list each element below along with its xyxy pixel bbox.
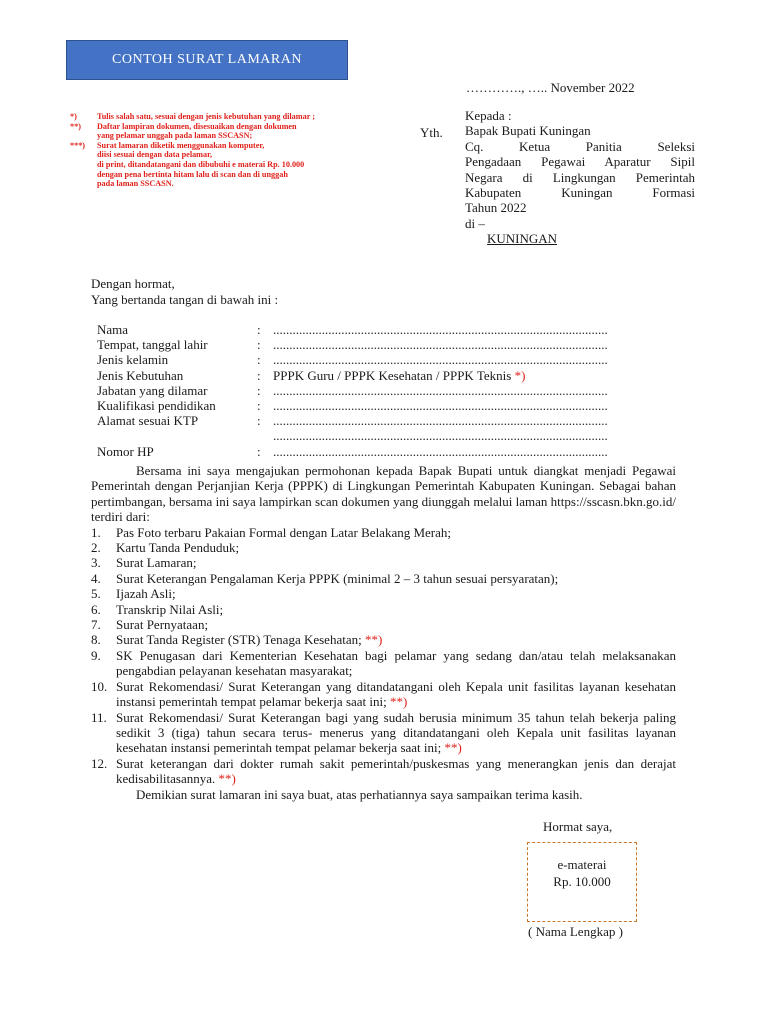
field-note-mark: *): [514, 367, 526, 383]
document-note-mark: **): [444, 740, 462, 756]
title-banner: [66, 40, 348, 80]
document-note-mark: **): [364, 632, 383, 648]
stamp-amount: Rp. 10.000: [553, 874, 611, 889]
document-text: Surat Rekomendasi/ Surat Keterangan yang ditandatangani oleh Kepala unit fasilitas layanan kesehatan instansi pemerintah tempat pelamar bekerja saat ini;: [116, 678, 676, 710]
intro-line: Yang bertanda tangan di bawah ini :: [91, 291, 279, 307]
field-label: Tempat, tanggal lahir: [97, 337, 208, 353]
recipient-address: [465, 108, 695, 247]
document-number: 7.: [91, 617, 101, 633]
address-di: di –: [465, 215, 485, 231]
document-item: [91, 648, 676, 679]
field-colon: [257, 428, 273, 443]
field-value: [273, 398, 668, 413]
document-number: 6.: [91, 601, 101, 617]
cq-line: Kabupaten Kuningan Formasi: [465, 185, 695, 201]
address-city: KUNINGAN: [487, 231, 558, 247]
field-value-text: PPPK Guru / PPPK Kesehatan / PPPK Teknis: [273, 367, 515, 383]
field-value: [273, 413, 668, 428]
field-value: [273, 428, 668, 443]
field-colon: :: [257, 413, 261, 429]
field-value: [273, 337, 668, 352]
field-value-text: .......................................................................................................: [273, 352, 608, 368]
field-row: [97, 352, 668, 367]
address-year: Tahun 2022: [465, 200, 527, 216]
document-item: [91, 602, 676, 617]
document-text-wrap: [116, 525, 676, 540]
field-label: Kualifikasi pendidikan: [97, 397, 216, 413]
note-mark: [70, 131, 97, 141]
document-text-wrap: [116, 648, 676, 679]
letter-body: [91, 463, 676, 802]
field-value: [273, 368, 668, 383]
note-row: [70, 179, 370, 189]
document-text: Surat Tanda Register (STR) Tenaga Kesehatan;: [116, 632, 365, 648]
document-text: Ijazah Asli;: [116, 586, 176, 602]
document-text: Surat Lamaran;: [116, 555, 197, 571]
field-row: [97, 322, 668, 337]
field-colon: :: [257, 337, 261, 353]
greeting-block: [91, 276, 278, 307]
note-text: Daftar lampiran dokumen, disesuaikan dengan dokumen: [97, 121, 297, 131]
field-colon: :: [257, 382, 261, 398]
field-colon: :: [257, 322, 261, 337]
cq-line: Pengadaan Pegawai Aparatur Sipil: [465, 154, 695, 170]
document-number: 12.: [91, 755, 108, 771]
recipient-name: Bapak Bupati Kuningan: [465, 123, 591, 139]
note-mark: **): [70, 121, 81, 131]
field-colon: :: [257, 397, 261, 413]
document-note-mark: **): [389, 694, 408, 710]
note-row: [70, 122, 370, 132]
document-text-wrap: [116, 756, 676, 787]
field-colon: :: [257, 352, 261, 368]
document-item: [91, 586, 676, 601]
cq-line: Negara di Lingkungan Pemerintah: [465, 169, 695, 185]
field-value-text: .......................................................................................................: [273, 397, 608, 413]
field-row: [97, 398, 668, 413]
cq-line: Cq. Ketua Panitia Seleksi: [465, 138, 695, 154]
field-colon: :: [257, 367, 261, 383]
signatory-name: ( Nama Lengkap ): [528, 924, 623, 939]
note-text: Tulis salah satu, sesuai dengan jenis kebutuhan yang dilamar ;: [97, 112, 315, 121]
document-text-wrap: [116, 617, 676, 632]
document-text: Surat keterangan dari dokter rumah sakit pemerintah/puskesmas yang menerangkan jenis dan derajat kedisabilitasannya.: [116, 755, 676, 787]
field-label: Jenis kelamin: [97, 352, 169, 368]
note-mark: ***): [70, 140, 86, 150]
document-item: [91, 555, 676, 570]
note-row: [70, 141, 370, 151]
document-item: [91, 710, 676, 756]
document-item: [91, 632, 676, 647]
document-text: Surat Pernyataan;: [116, 617, 209, 633]
document-note-mark: **): [218, 771, 236, 787]
applicant-fields: [97, 322, 668, 459]
document-text-wrap: [116, 555, 676, 570]
document-text: Surat Rekomendasi/ Surat Keterangan bagi yang sudah berusia minimum 35 tahun telah bekerja paling sedikit 3 (tiga) tahun secara terus- menerus yang ditandatangani oleh Kepala unit fasilitas layanan kesehatan instansi pemerintah tempat pelamar bekerja saat ini;: [116, 709, 676, 756]
field-value-text: .......................................................................................................: [273, 382, 608, 398]
note-text: yang pelamar unggah pada laman SSCASN;: [97, 131, 253, 141]
document-text-wrap: [116, 571, 676, 586]
document-item: [91, 679, 676, 710]
field-row: [97, 428, 668, 443]
field-label: Alamat sesuai KTP: [97, 413, 199, 429]
field-value-text: .......................................................................................................: [273, 428, 608, 444]
field-value: [273, 352, 668, 367]
note-row: [70, 131, 370, 141]
document-number: 5.: [91, 586, 101, 602]
document-number: 9.: [91, 647, 101, 663]
field-row: [97, 368, 668, 383]
field-value-text: .......................................................................................................: [273, 413, 608, 429]
document-item: [91, 617, 676, 632]
document-item: [91, 571, 676, 586]
document-number: 11.: [91, 709, 107, 725]
document-text: Pas Foto terbaru Pakaian Formal dengan Latar Belakang Merah;: [116, 524, 452, 540]
note-row: [70, 150, 370, 160]
document-text-wrap: [116, 540, 676, 555]
regards-text: Hormat saya,: [543, 819, 613, 834]
letter-date: …………., ….. November 2022: [466, 80, 635, 95]
note-text: Surat lamaran diketik menggunakan komputer,: [97, 140, 265, 150]
field-label: [97, 428, 257, 443]
note-mark: *): [70, 112, 77, 121]
note-text: dengan pena bertinta hitam lalu di scan dan di unggah: [97, 169, 288, 179]
e-materai-stamp: [527, 842, 637, 922]
document-text-wrap: [116, 602, 676, 617]
field-label: Nomor HP: [97, 443, 154, 459]
document-text: Transkrip Nilai Asli;: [116, 601, 224, 617]
note-row: [70, 170, 370, 180]
note-mark: [70, 170, 97, 180]
stamp-label: e-materai: [557, 857, 607, 872]
document-number: 2.: [91, 540, 101, 556]
document-text: Kartu Tanda Penduduk;: [116, 540, 240, 556]
document-text-wrap: [116, 632, 676, 647]
field-label: Jenis Kebutuhan: [97, 367, 184, 383]
field-label: Nama: [97, 322, 129, 337]
document-item: [91, 540, 676, 555]
request-paragraph: Bersama ini saya mengajukan permohonan kepada Bapak Bupati untuk diangkat menjadi Pegawai Pemerintah dengan Perjanjian Kerja (PPPK) di Lingkungan Pemerintah Kabupaten Kuningan. Sebagai bahan pertimbangan, bersama ini saya lampirkan scan dokumen yang diunggah melalui laman https://sscasn.bkn.go.id/ terdiri dari:: [91, 463, 676, 525]
field-colon: :: [257, 443, 261, 459]
field-value-text: .......................................................................................................: [273, 322, 608, 337]
document-item: [91, 756, 676, 787]
field-value: [273, 383, 668, 398]
note-text: pada laman SSCASN.: [97, 179, 174, 189]
note-mark: [70, 150, 97, 160]
document-number: 1.: [91, 524, 101, 540]
instruction-notes: [70, 112, 370, 189]
document-number: 3.: [91, 555, 101, 571]
note-text: diisi sesuai dengan data pelamar,: [97, 150, 213, 160]
note-mark: [70, 160, 97, 170]
closing-paragraph: Demikian surat lamaran ini saya buat, atas perhatiannya saya sampaikan terima kasih.: [136, 786, 583, 802]
field-value-text: .......................................................................................................: [273, 337, 608, 353]
field-value-text: .......................................................................................................: [273, 443, 608, 459]
document-text-wrap: [116, 586, 676, 601]
document-number: 10.: [91, 678, 108, 694]
field-row: [97, 383, 668, 398]
document-number: 8.: [91, 632, 101, 648]
field-row: [97, 337, 668, 352]
document-text: Surat Keterangan Pengalaman Kerja PPPK (minimal 2 – 3 tahun sesuai persyaratan);: [116, 570, 559, 586]
document-list: [91, 525, 676, 787]
note-mark: [70, 179, 97, 189]
document-item: [91, 525, 676, 540]
field-value: [273, 444, 668, 459]
note-row: [70, 160, 370, 170]
document-text-wrap: [116, 710, 676, 756]
note-row: [70, 112, 370, 122]
document-number: 4.: [91, 570, 101, 586]
note-text: di print, ditandatangani dan dibubuhi e materai Rp. 10.000: [97, 159, 305, 169]
field-value: [273, 322, 668, 337]
document-title: CONTOH SURAT LAMARAN: [112, 52, 302, 67]
field-label: Jabatan yang dilamar: [97, 382, 208, 398]
kepada-label: Kepada :: [465, 108, 512, 123]
document-text: SK Penugasan dari Kementerian Kesehatan bagi pelamar yang sedang dan/atau telah melaksanakan pengabdian pelayanan kesehatan masyarakat;: [116, 647, 676, 679]
document-text-wrap: [116, 679, 676, 710]
field-row: [97, 444, 668, 459]
yth-label: Yth.: [420, 125, 443, 140]
field-row: [97, 413, 668, 428]
greeting: Dengan hormat,: [91, 276, 175, 291]
